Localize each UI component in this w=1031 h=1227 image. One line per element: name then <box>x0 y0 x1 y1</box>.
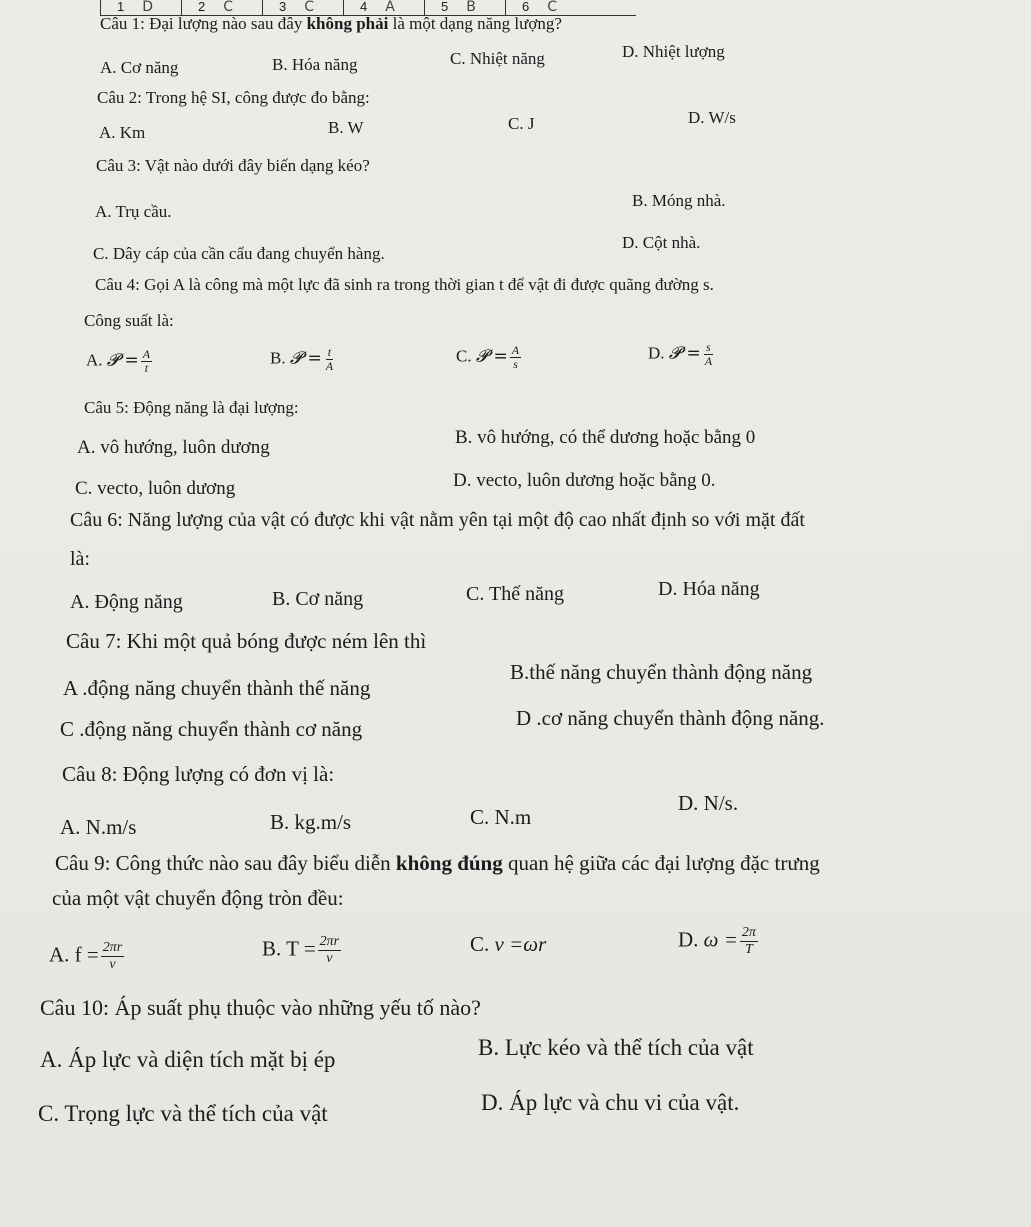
question-emphasis: không phải <box>306 14 389 33</box>
answer-number: 4 <box>360 0 368 14</box>
answer-mark: B <box>466 0 476 15</box>
question-2: Câu 2: Trong hệ SI, công được đo bằng: <box>97 88 370 107</box>
question-6-continued: là: <box>70 548 90 570</box>
option-8c: C. N.m <box>470 805 532 829</box>
option-7c: C .động năng chuyển thành cơ năng <box>60 717 363 741</box>
question-1 <box>100 14 562 34</box>
numerator: A <box>511 343 520 357</box>
formula-lhs: ω = <box>703 927 738 952</box>
fraction <box>101 940 124 973</box>
option-3b: B. Móng nhà. <box>632 191 726 210</box>
option-10c: C. Trọng lực và thể tích của vật <box>38 1101 328 1126</box>
answer-cell <box>182 0 263 15</box>
option-2c: C. J <box>508 114 535 133</box>
option-5c: C. vecto, luôn dương <box>75 478 236 499</box>
numerator: A <box>142 347 151 361</box>
option-6a: A. Động năng <box>70 591 183 613</box>
denominator: v <box>326 951 333 966</box>
option-4d <box>648 341 714 368</box>
answer-mark: A <box>385 0 395 15</box>
option-label: B. <box>270 348 286 368</box>
option-3c: C. Dây cáp của cần cẩu đang chuyển hàng. <box>93 244 385 263</box>
option-8d: D. N/s. <box>678 791 739 815</box>
question-4-continued: Công suất là: <box>84 311 174 330</box>
option-7b: B.thế năng chuyển thành động năng <box>510 660 813 684</box>
option-label: D. <box>678 927 699 952</box>
numerator: 2πr <box>102 940 123 955</box>
question-4: Câu 4: Gọi A là công mà một lực đã sinh ra trong thời gian t để vật đi được quãng đường s. <box>95 275 714 294</box>
option-label: B. T = <box>262 936 316 961</box>
option-label: D. <box>648 343 665 363</box>
numerator: 2π <box>741 925 756 940</box>
numerator: 2πr <box>319 934 340 949</box>
option-9c <box>470 932 546 957</box>
option-10b: B. Lực kéo và thể tích của vật <box>478 1035 754 1060</box>
power-symbol: 𝓟 = <box>668 343 701 364</box>
option-4b <box>270 346 335 373</box>
question-8: Câu 8: Động lượng có đơn vị là: <box>62 762 335 786</box>
question-5: Câu 5: Động năng là đại lượng: <box>84 398 299 417</box>
option-2a: A. Km <box>99 123 146 142</box>
option-8a: A. N.m/s <box>60 815 137 839</box>
question-3: Câu 3: Vật nào dưới đây biến dạng kéo? <box>96 156 370 175</box>
option-2d: D. W/s <box>688 108 736 127</box>
option-3a: A. Trụ cầu. <box>95 202 172 221</box>
power-symbol: 𝓟 = <box>289 348 322 369</box>
answer-cell <box>263 0 344 15</box>
answer-number: 2 <box>198 0 206 14</box>
denominator: A <box>704 354 713 368</box>
fraction <box>703 341 714 368</box>
option-5a: A. vô hướng, luôn dương <box>77 437 270 458</box>
question-text: Câu 1: Đại lượng nào sau đây <box>100 14 307 33</box>
answer-number: 5 <box>441 0 449 14</box>
answer-number: 1 <box>117 0 125 14</box>
question-text: Câu 9: Công thức nào sau đây biểu diễn <box>55 851 396 875</box>
option-label: A. <box>86 350 103 370</box>
denominator: s <box>513 357 518 371</box>
fraction <box>324 346 335 373</box>
option-label: C. <box>456 346 472 366</box>
power-symbol: 𝓟 = <box>106 350 139 371</box>
denominator: A <box>325 359 334 373</box>
option-7a: A .động năng chuyển thành thế năng <box>63 676 371 700</box>
answer-cell <box>344 0 425 15</box>
option-6b: B. Cơ năng <box>272 588 364 610</box>
denominator: v <box>109 957 116 972</box>
power-symbol: 𝓟 = <box>475 346 508 367</box>
question-emphasis: không đúng <box>395 851 503 875</box>
option-1b: B. Hóa năng <box>272 55 358 74</box>
formula: v =ωr <box>494 932 547 956</box>
answer-number: 3 <box>279 0 287 14</box>
option-7d: D .cơ năng chuyển thành động năng. <box>516 706 825 730</box>
question-text: là một dạng năng lượng? <box>388 14 562 33</box>
answer-mark: C <box>223 0 234 15</box>
option-label: C. <box>470 932 490 956</box>
option-1d: D. Nhiệt lượng <box>622 42 725 61</box>
answer-mark: D <box>142 0 154 15</box>
option-4c <box>456 344 521 371</box>
option-9d <box>678 925 758 958</box>
option-9a <box>49 940 124 973</box>
question-9 <box>55 851 820 876</box>
option-8b: B. kg.m/s <box>270 810 352 834</box>
fraction <box>318 934 341 967</box>
fraction <box>141 348 152 375</box>
option-3d: D. Cột nhà. <box>622 233 701 252</box>
option-1a: A. Cơ năng <box>100 58 179 77</box>
question-6: Câu 6: Năng lượng của vật có được khi vật nằm yên tại một độ cao nhất định so với mặt đất <box>70 509 805 531</box>
fraction <box>510 344 521 371</box>
fraction <box>740 925 758 958</box>
question-7: Câu 7: Khi một quả bóng được ném lên thì <box>66 629 427 653</box>
option-6d: D. Hóa năng <box>658 578 760 600</box>
denominator: T <box>745 942 753 957</box>
answer-cell <box>425 0 506 15</box>
option-5b: B. vô hướng, có thể dương hoặc bằng 0 <box>455 427 756 448</box>
question-9-continued: của một vật chuyển động tròn đều: <box>52 886 344 910</box>
option-4a <box>86 348 152 375</box>
option-2b: B. W <box>328 118 364 137</box>
option-1c: C. Nhiệt năng <box>450 49 545 68</box>
question-10: Câu 10: Áp suất phụ thuộc vào những yếu tố nào? <box>40 995 481 1020</box>
option-10a: A. Áp lực và diện tích mặt bị ép <box>40 1047 336 1072</box>
option-6c: C. Thế năng <box>466 583 564 605</box>
option-9b <box>262 934 341 967</box>
option-label: A. f = <box>49 942 99 967</box>
option-10d: D. Áp lực và chu vi của vật. <box>481 1090 740 1115</box>
numerator: t <box>327 345 332 359</box>
answer-mark: C <box>304 0 315 15</box>
answer-number: 6 <box>522 0 530 14</box>
question-text: quan hệ giữa các đại lượng đặc trưng <box>502 851 820 875</box>
answer-cell <box>101 0 182 15</box>
answer-cell <box>506 0 636 15</box>
denominator: t <box>144 361 149 375</box>
answer-mark: C <box>547 0 558 15</box>
option-5d: D. vecto, luôn dương hoặc bằng 0. <box>453 470 716 491</box>
numerator: s <box>706 340 711 354</box>
